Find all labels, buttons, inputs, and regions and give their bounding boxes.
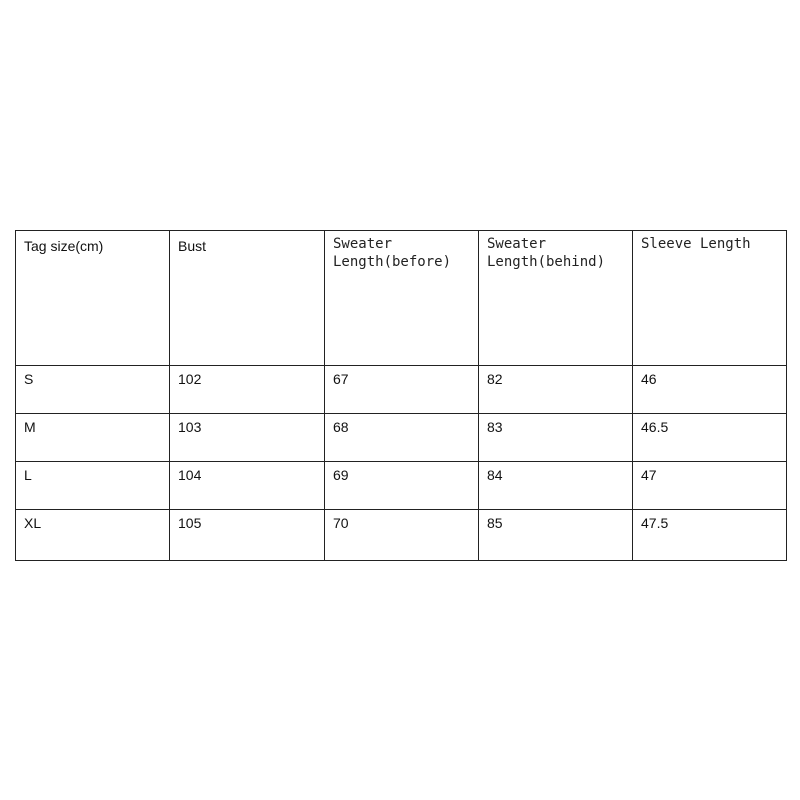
header-text-line: Length(before): [333, 254, 452, 270]
table-row: [16, 414, 787, 462]
header-cell-sleeve-length: [633, 231, 787, 366]
table-cell: 104: [170, 462, 325, 510]
table-cell: XL: [16, 510, 170, 561]
table-cell: 82: [479, 366, 633, 414]
table-cell: 46: [633, 366, 787, 414]
header-cell-bust: [170, 231, 325, 366]
header-text: Bust: [178, 238, 207, 254]
table-cell: 83: [479, 414, 633, 462]
header-cell-sweater-length-before: [325, 231, 479, 366]
table-cell: 68: [325, 414, 479, 462]
table-cell: 46.5: [633, 414, 787, 462]
header-text-line: Length(behind): [487, 254, 606, 270]
table-cell: S: [16, 366, 170, 414]
table-cell: M: [16, 414, 170, 462]
table-cell: 102: [170, 366, 325, 414]
table-cell: 84: [479, 462, 633, 510]
table-cell: 47.5: [633, 510, 787, 561]
table-row: [16, 366, 787, 414]
header-text-line: Sleeve Length: [641, 236, 751, 252]
header-cell-sweater-length-behind: [479, 231, 633, 366]
header-text: Tag size(cm): [24, 238, 104, 254]
table-cell: 103: [170, 414, 325, 462]
table-cell: 85: [479, 510, 633, 561]
header-text-line: Sweater: [487, 236, 547, 252]
table-header-row: [16, 231, 787, 366]
table-cell: L: [16, 462, 170, 510]
table-cell: 105: [170, 510, 325, 561]
table-row: [16, 462, 787, 510]
table-cell: 69: [325, 462, 479, 510]
header-text-line: Sweater: [333, 236, 393, 252]
size-chart-table: [15, 230, 787, 561]
table-cell: 47: [633, 462, 787, 510]
table-row: [16, 510, 787, 561]
table-cell: 70: [325, 510, 479, 561]
header-cell-tag-size: [16, 231, 170, 366]
table-cell: 67: [325, 366, 479, 414]
